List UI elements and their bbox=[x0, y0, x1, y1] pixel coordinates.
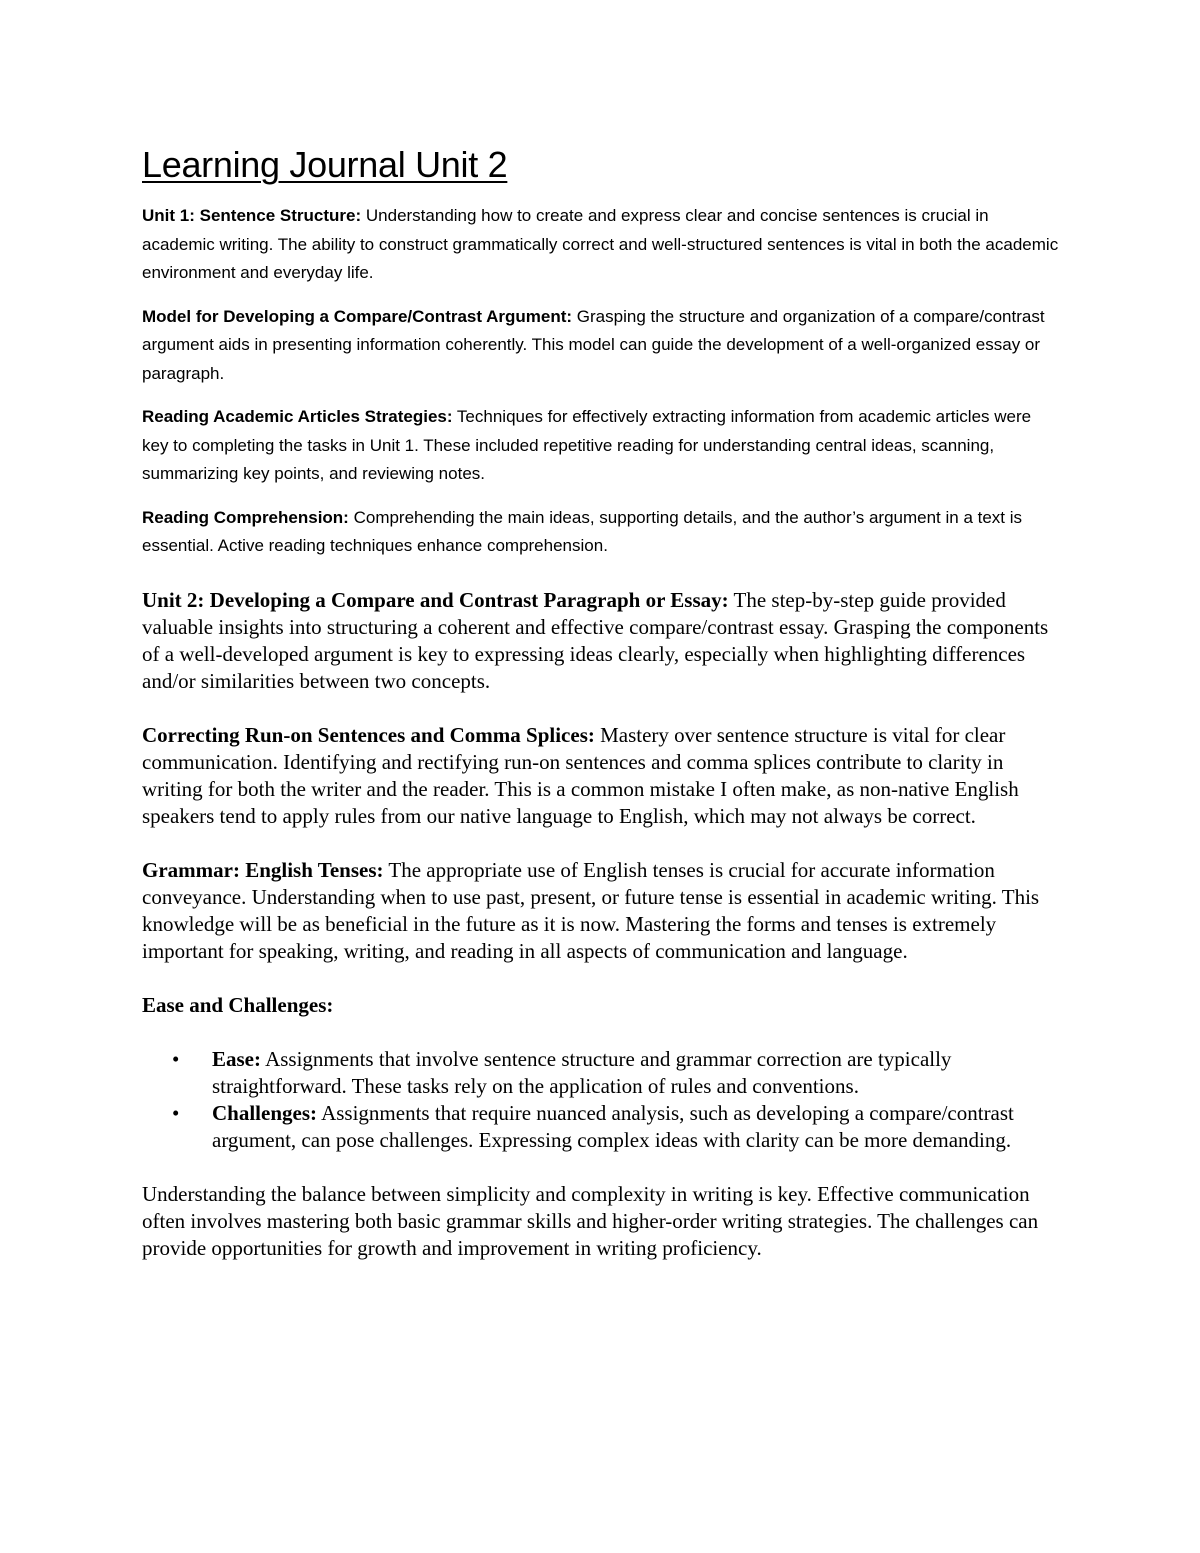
unit2-compare-contrast-paragraph bbox=[142, 587, 1062, 695]
reading-comprehension-paragraph bbox=[142, 504, 1062, 561]
list-item-text: Assignments that involve sentence structure and grammar correction are typically straightforward. These tasks rely on the application of rules and conventions. bbox=[212, 1046, 952, 1098]
list-item-label: Ease: bbox=[212, 1046, 261, 1071]
conclusion-paragraph: Understanding the balance between simplicity and complexity in writing is key. Effective communication often involves mastering both basic grammar skills and higher-order writing strategies. The challenges can provide opportunities for growth and improvement in writing proficiency. bbox=[142, 1181, 1039, 1260]
paragraph-label: Reading Academic Articles Strategies: bbox=[142, 407, 453, 426]
paragraph-text: Grasping the structure and organization of a compare/contrast argument aids in presenting information coherently. This model can guide the development of a well-organized essay or paragraph. bbox=[142, 306, 1045, 383]
paragraph-text: Comprehending the main ideas, supporting details, and the author’s argument in a text is essential. Active reading techniques enhance comprehension. bbox=[142, 507, 1023, 555]
unit1-sentence-structure-paragraph bbox=[142, 202, 1062, 288]
paragraph-text: Techniques for effectively extracting information from academic articles were key to completing the tasks in Unit 1. These included repetitive reading for understanding central ideas, scanning, summarizing key points, and reviewing notes. bbox=[142, 407, 1032, 483]
bullet-icon: • bbox=[172, 1046, 180, 1071]
english-tenses-paragraph bbox=[142, 857, 1062, 965]
paragraph-text: The appropriate use of English tenses is crucial for accurate information conveyance. Understanding when to use past, present, or future tense is essential in academic writing. This knowledge will be as beneficial in the future as it is now. Mastering the forms and tenses is extremely important for speaking, writing, and reading in all aspects of communication and language. bbox=[142, 857, 1040, 963]
list-item-ease bbox=[142, 1046, 1062, 1100]
bullet-icon: • bbox=[172, 1100, 180, 1125]
paragraph-text: The step-by-step guide provided valuable insights into structuring a coherent and effective compare/contrast essay. Grasping the components of a well-developed argument is key to expressing ideas clearly, especially when highlighting differences and/or similarities between two concepts. bbox=[142, 587, 1049, 693]
document-page bbox=[142, 140, 1062, 1289]
paragraph-label: Grammar: English Tenses: bbox=[142, 857, 384, 882]
paragraph-label: Unit 1: Sentence Structure: bbox=[142, 206, 362, 225]
ease-challenges-list bbox=[142, 1046, 1062, 1154]
paragraph-label: Reading Comprehension: bbox=[142, 507, 349, 527]
page-title: Learning Journal Unit 2 bbox=[142, 144, 508, 185]
paragraph-text: Understanding how to create and express clear and concise sentences is crucial in academic writing. The ability to construct grammatically correct and well-structured sentences is vital in both the academic environment and everyday life. bbox=[142, 206, 1059, 282]
reading-strategies-paragraph bbox=[142, 403, 1062, 489]
paragraph-label: Correcting Run-on Sentences and Comma Splices: bbox=[142, 722, 595, 747]
run-on-sentences-paragraph bbox=[142, 722, 1062, 830]
ease-challenges-heading: Ease and Challenges: bbox=[142, 992, 334, 1017]
list-item-challenges bbox=[142, 1100, 1062, 1154]
paragraph-label: Unit 2: Developing a Compare and Contrast Paragraph or Essay: bbox=[142, 587, 729, 612]
list-item-text: Assignments that require nuanced analysis, such as developing a compare/contrast argument, can pose challenges. Expressing complex ideas with clarity can be more demanding. bbox=[212, 1100, 1014, 1152]
compare-contrast-model-paragraph bbox=[142, 303, 1062, 389]
paragraph-text: Mastery over sentence structure is vital for clear communication. Identifying and rectifying run-on sentences and comma splices contribute to clarity in writing for both the writer and the reader. This is a common mistake I often make, as non-native English speakers tend to apply rules from our native language to English, which may not always be correct. bbox=[142, 722, 1019, 828]
paragraph-label: Model for Developing a Compare/Contrast Argument: bbox=[142, 306, 573, 326]
list-item-label: Challenges: bbox=[212, 1100, 317, 1125]
